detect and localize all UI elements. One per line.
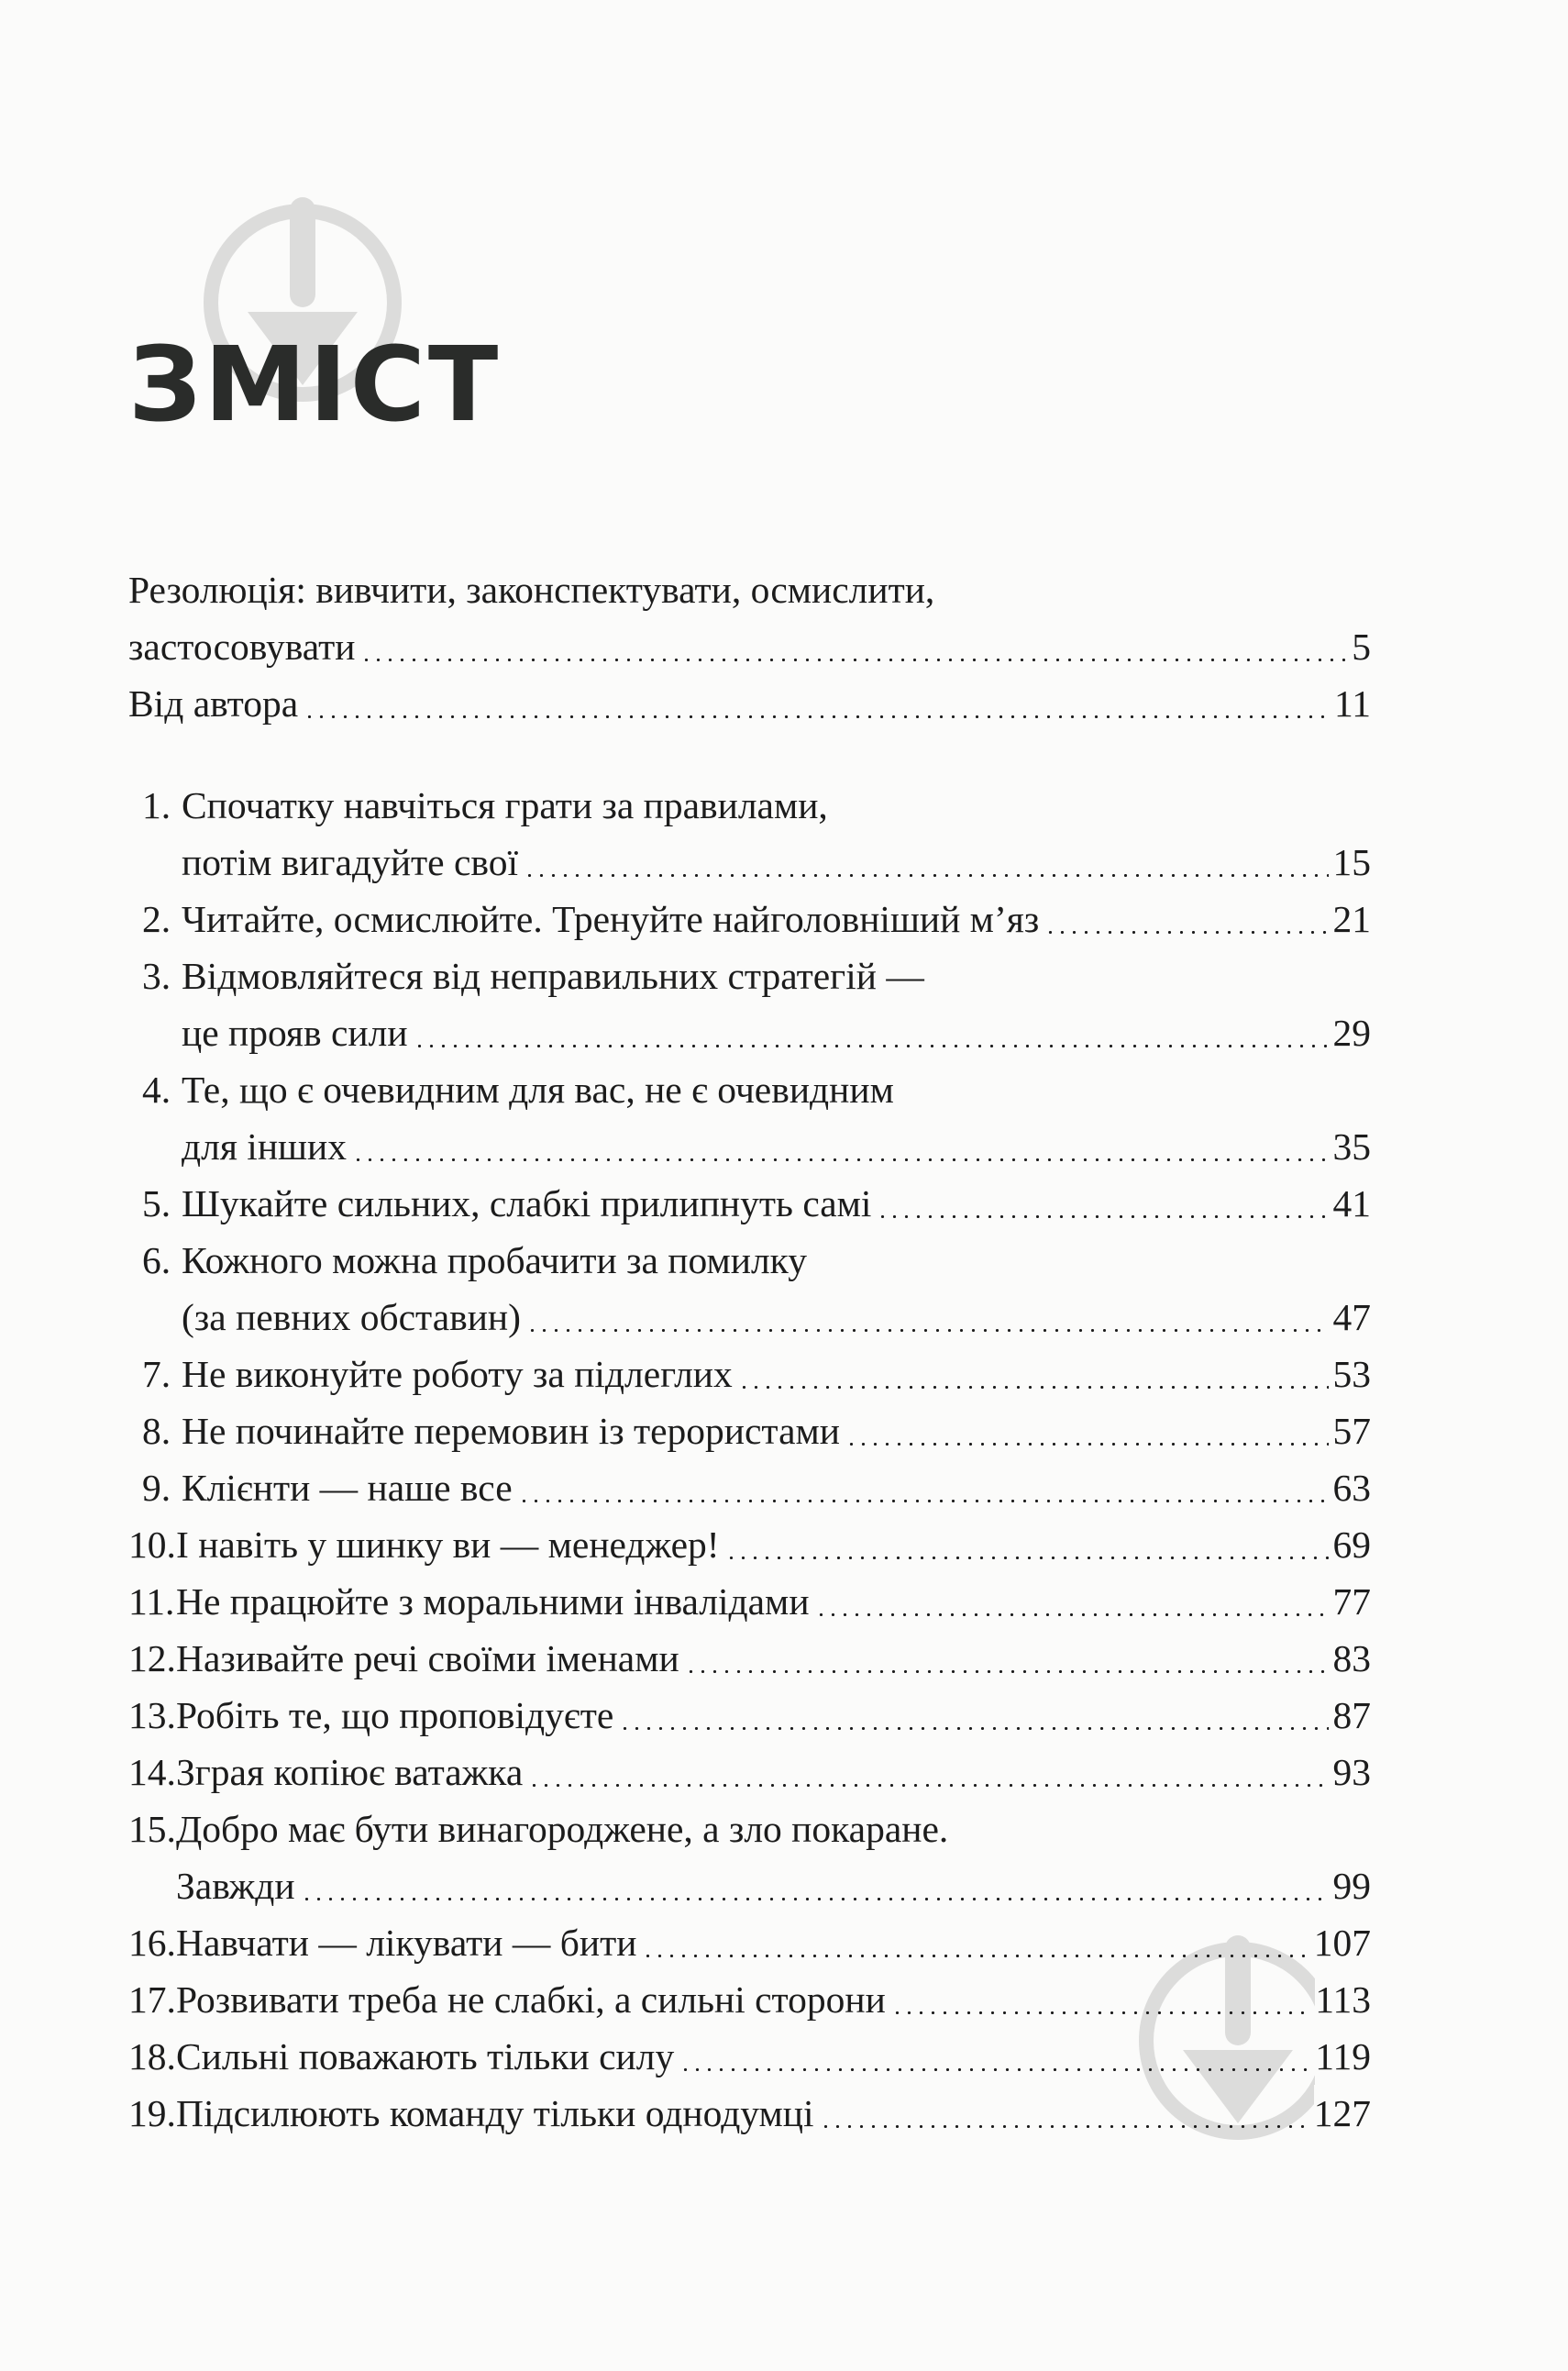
dot-leader — [360, 659, 1348, 661]
dot-leader — [815, 1613, 1329, 1616]
toc-chapter-line — [128, 1744, 1371, 1800]
toc-entry-title: Резолюція: вивчити, законспектувати, осмислити, — [128, 569, 935, 611]
page-number[interactable]: 127 — [1314, 2085, 1371, 2142]
dot-leader — [524, 874, 1329, 877]
toc-chapter-line — [128, 1687, 1371, 1744]
toc-chapter-line — [128, 834, 1371, 891]
dot-leader — [352, 1158, 1329, 1161]
dot-leader — [518, 1500, 1329, 1502]
toc-chapter-line — [128, 1346, 1371, 1402]
dot-leader — [414, 1045, 1329, 1047]
toc-entry-title: Називайте речі своїми іменами — [176, 1637, 679, 1679]
dot-leader — [642, 1955, 1310, 1957]
page-number[interactable]: 11 — [1334, 675, 1371, 732]
page-number[interactable]: 21 — [1333, 891, 1372, 947]
page-number[interactable]: 35 — [1333, 1118, 1372, 1175]
page-number[interactable]: 5 — [1352, 618, 1371, 675]
toc-entry-title: Підсилюють команду тільки однодумці — [176, 2092, 814, 2134]
chapter-number: 5. — [142, 1182, 171, 1224]
toc-chapter-line — [128, 777, 1371, 834]
page-number[interactable]: 47 — [1333, 1289, 1372, 1346]
toc-chapter-line — [128, 1857, 1371, 1914]
toc-entry-title: (за певних обставин) — [182, 1296, 521, 1338]
toc-chapter-line — [128, 1573, 1371, 1630]
page-number[interactable]: 93 — [1333, 1744, 1372, 1800]
toc-chapter-line — [128, 1402, 1371, 1459]
toc-entry-title: застосовувати — [128, 626, 356, 668]
toc-entry-title: Навчати — лікувати — бити — [176, 1922, 637, 1964]
toc-chapter-line — [128, 1118, 1371, 1175]
toc-entry-title: Розвивати треба не слабкі, а сильні сторони — [176, 1978, 886, 2021]
toc-entry-title: для інших — [182, 1125, 347, 1168]
page-number[interactable]: 29 — [1333, 1004, 1372, 1061]
toc-entry-title: Від автора — [128, 682, 299, 725]
page-number[interactable]: 107 — [1314, 1914, 1371, 1971]
toc-preface-line — [128, 561, 1371, 618]
dot-leader — [820, 2125, 1310, 2128]
page-number[interactable]: 57 — [1333, 1402, 1372, 1459]
toc-chapter-line — [128, 1459, 1371, 1516]
chapter-number: 8. — [142, 1410, 171, 1452]
dot-leader — [877, 1215, 1329, 1218]
toc-chapter-line — [128, 2028, 1371, 2085]
dot-leader — [845, 1443, 1329, 1446]
chapter-number: 18. — [128, 2035, 176, 2077]
dot-leader — [891, 2011, 1311, 2014]
chapter-number: 2. — [142, 898, 171, 940]
toc-entry-title: Добро має бути винагороджене, а зло покаране. — [176, 1808, 949, 1850]
toc-entry-title: потім вигадуйте свої — [182, 841, 518, 883]
chapter-number: 17. — [128, 1978, 176, 2021]
toc-entry-title: це прояв сили — [182, 1012, 408, 1054]
dot-leader — [619, 1727, 1329, 1730]
toc-entry-title: Спочатку навчіться грати за правилами, — [182, 784, 828, 826]
dot-leader — [1044, 931, 1329, 934]
toc-chapter-line — [128, 947, 1371, 1004]
toc-entry-title: Сильні поважають тільки силу — [176, 2035, 675, 2077]
dot-leader — [304, 715, 1331, 718]
toc-chapter-line — [128, 2085, 1371, 2142]
dot-leader — [528, 1784, 1329, 1787]
chapter-number: 16. — [128, 1922, 176, 1964]
page-number[interactable]: 77 — [1333, 1573, 1372, 1630]
toc-entry-title: Не починайте перемовин із терористами — [182, 1410, 840, 1452]
toc-entry-title: Шукайте сильних, слабкі прилипнуть самі — [182, 1182, 872, 1224]
chapter-number: 10. — [128, 1523, 176, 1566]
toc-chapter-line — [128, 1175, 1371, 1232]
page-number[interactable]: 99 — [1333, 1857, 1372, 1914]
toc-entry-title: Робіть те, що проповідуєте — [176, 1694, 614, 1736]
toc-entry-title: Зграя копіює ватажка — [176, 1751, 524, 1793]
toc-entry-title: Не працюйте з моральними інвалідами — [176, 1580, 810, 1623]
toc-chapter-line — [128, 1800, 1371, 1857]
toc-chapter-line — [128, 1914, 1371, 1971]
toc-entry-title: Відмовляйтеся від неправильних стратегій — — [182, 955, 924, 997]
chapter-number: 15. — [128, 1808, 176, 1850]
page-title: ЗМІСТ — [128, 326, 502, 445]
chapter-number: 6. — [142, 1239, 171, 1281]
toc-preface-line — [128, 675, 1371, 732]
page-number[interactable]: 15 — [1333, 834, 1372, 891]
toc-preface-line — [128, 618, 1371, 675]
chapter-number: 12. — [128, 1637, 176, 1679]
chapter-number: 19. — [128, 2092, 176, 2134]
toc-entry-title: Завжди — [176, 1865, 295, 1907]
dot-leader — [301, 1898, 1329, 1900]
chapter-number: 3. — [142, 955, 171, 997]
chapter-number: 1. — [142, 784, 171, 826]
toc-chapter-line — [128, 1289, 1371, 1346]
page-number[interactable]: 41 — [1333, 1175, 1372, 1232]
dot-leader — [725, 1557, 1329, 1559]
page-number[interactable]: 87 — [1333, 1687, 1372, 1744]
toc-chapter-line — [128, 1971, 1371, 2028]
page-number[interactable]: 113 — [1315, 1971, 1371, 2028]
table-of-contents — [128, 561, 1371, 2142]
toc-chapter-line — [128, 1630, 1371, 1687]
page-number[interactable]: 69 — [1333, 1516, 1372, 1573]
chapter-number: 4. — [142, 1069, 171, 1111]
toc-chapter-line — [128, 1004, 1371, 1061]
page-number[interactable]: 119 — [1315, 2028, 1371, 2085]
toc-entry-title: Те, що є очевидним для вас, не є очевидним — [182, 1069, 894, 1111]
toc-chapter-line — [128, 891, 1371, 947]
chapter-number: 13. — [128, 1694, 176, 1736]
toc-entry-title: Клієнти — наше все — [182, 1467, 513, 1509]
chapter-number: 7. — [142, 1353, 171, 1395]
dot-leader — [738, 1386, 1329, 1389]
chapter-number: 11. — [128, 1580, 175, 1623]
toc-chapter-line — [128, 1061, 1371, 1118]
dot-leader — [679, 2068, 1311, 2071]
toc-chapter-line — [128, 1232, 1371, 1289]
page-number[interactable]: 63 — [1333, 1459, 1372, 1516]
toc-entry-title: Не виконуйте роботу за підлеглих — [182, 1353, 733, 1395]
chapter-number: 9. — [142, 1467, 171, 1509]
dot-leader — [685, 1670, 1329, 1673]
dot-leader — [526, 1329, 1329, 1332]
page-number[interactable]: 53 — [1333, 1346, 1372, 1402]
chapter-number: 14. — [128, 1751, 176, 1793]
toc-entry-title: Кожного можна пробачити за помилку — [182, 1239, 807, 1281]
page-number[interactable]: 83 — [1333, 1630, 1372, 1687]
toc-chapter-line — [128, 1516, 1371, 1573]
toc-entry-title: І навіть у шинку ви — менеджер! — [176, 1523, 720, 1566]
toc-entry-title: Читайте, осмислюйте. Тренуйте найголовніший м’яз — [182, 898, 1040, 940]
